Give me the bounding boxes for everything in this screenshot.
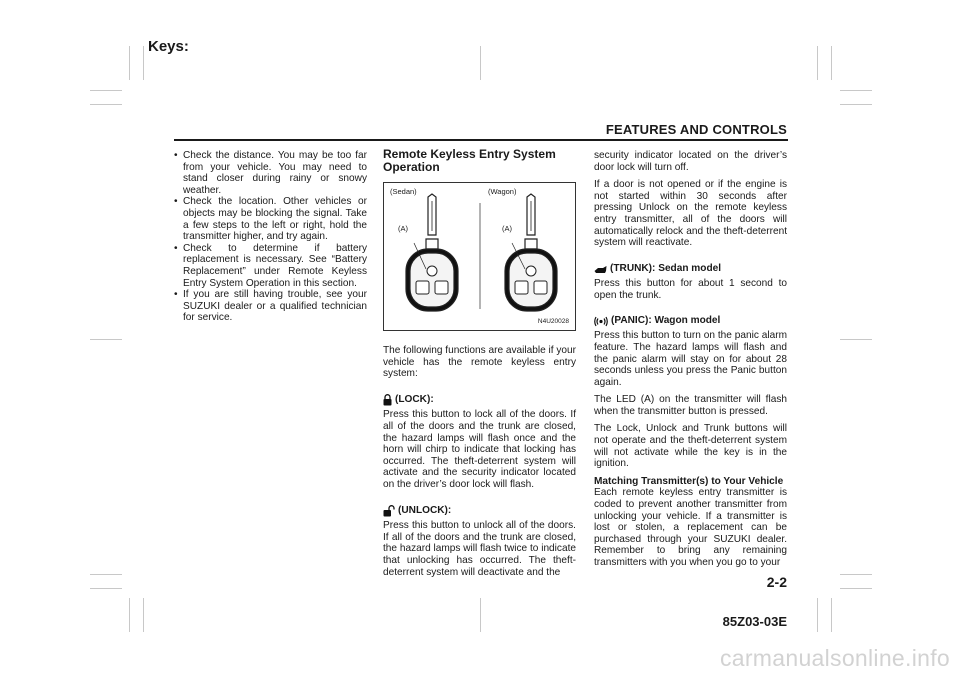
trunk-term [594,263,721,275]
crop-mark [143,46,144,80]
watermark: carmanualsonline.info [719,645,950,671]
panic-term-label: (PANIC): Wagon model [611,315,721,327]
lock-term-label: (LOCK): [395,394,434,406]
unlock-term [383,505,451,517]
document-code: 85Z03-03E [722,614,787,629]
crop-mark [840,339,872,340]
troubleshooting-list [174,150,367,324]
crop-mark [480,46,481,80]
crop-mark [840,588,872,589]
unlock-description: Press this button to unlock all of the doors. If all of the doors and the trunk are closed, the hazard lamps will flash twice to indicate that unlocking has occurred. The theft-deterrent system will deactivate and the [383,520,576,578]
unlock-icon [383,505,395,517]
crop-mark [817,46,818,80]
list-item: • Check the location. Other vehicles or objects may be blocking the signal. Take a few steps to the left or right, hold the transmitter higher, and try again. [174,196,367,242]
paragraph: The Lock, Unlock and Trunk buttons will not operate and the theft-deterrent system will not activate while the key is in the ignition. [594,423,787,470]
key-figure [383,182,576,331]
lock-term [383,394,434,406]
crop-mark [90,588,122,589]
crop-mark [840,90,872,91]
crop-mark [90,90,122,91]
lock-description: Press this button to lock all of the doors. If all of the doors and the trunk are closed, the hazard lamps will flash once and the horn will chirp to indicate that locking has occurred. The theft-deterrent system will activate and the security indicator located on the driver’s door lock will flash. [383,409,576,490]
column-left [174,150,367,324]
crop-mark [840,574,872,575]
trunk-term-label: (TRUNK): Sedan model [610,262,722,274]
paragraph: If a door is not opened or if the engine is not started within 30 seconds after pressing Unlock on the remote keyless entry transmitter, all of the doors will automatically relock and the theft-deterrent system will reactivate. [594,179,787,249]
trunk-icon [594,265,607,274]
paragraph: Each remote keyless entry transmitter is coded to prevent another transmitter from unlocking your vehicle. If a transmitter is lost or stolen, a replacement can be purchased through your SUZUKI dealer. Remember to bring any remaining transmitters with you when you go to your [594,487,787,568]
unlock-term-label: (UNLOCK): [398,504,452,516]
subheading: Matching Transmitter(s) to Your Vehicle [594,475,784,487]
paragraph: The LED (A) on the transmitter will flash when the transmitter button is pressed. [594,394,787,417]
figure-code: N4U20028 [537,318,569,325]
crop-mark [831,598,832,632]
wagon-key [505,194,557,311]
section-title: FEATURES AND CONTROLS [605,122,787,137]
transmitter-keys-illustration [384,183,575,330]
crop-mark [831,46,832,80]
list-item: • Check to determine if battery replacement is necessary. See “Battery Replacement” under Remote Keyless Entry System Operation in this section. [174,243,367,289]
crop-mark [90,339,122,340]
page-number: 2-2 [766,574,787,590]
callout-a: (A) [398,224,408,233]
panic-icon [594,316,608,327]
section-heading: Remote Keyless Entry System Operation [383,147,556,174]
crop-mark [840,104,872,105]
running-header-keys: Keys: [148,38,189,55]
paragraph: security indicator located on the driver’s door lock will turn off. [594,150,787,173]
callout-a: (A) [502,224,512,233]
label-sedan: (Sedan) [390,187,417,196]
crop-mark [90,104,122,105]
crop-mark [129,598,130,632]
list-item: • Check the distance. You may be too far from your vehicle. You may need to stand closer during rainy or snowy weather. [174,150,367,196]
crop-mark [129,46,130,80]
label-wagon: (Wagon) [488,187,517,196]
lock-icon [383,394,392,406]
panic-description: Press this button to turn on the panic alarm feature. The hazard lamps will flash and the panic alarm will stay on for about 28 seconds unless you press the Panic button again. [594,330,787,388]
column-middle [383,147,577,584]
crop-mark [817,598,818,632]
trunk-description: Press this button for about 1 second to open the trunk. [594,277,787,301]
crop-mark [90,574,122,575]
crop-mark [480,598,481,632]
panic-term [594,315,720,327]
crop-mark [143,598,144,632]
intro-paragraph: The following functions are available if your vehicle has the remote keyless entry system: [383,345,577,380]
column-right [594,150,787,575]
header-rule [174,139,788,141]
sedan-key [406,194,458,311]
list-item: • If you are still having trouble, see your SUZUKI dealer or a qualified technician for service. [174,289,367,324]
